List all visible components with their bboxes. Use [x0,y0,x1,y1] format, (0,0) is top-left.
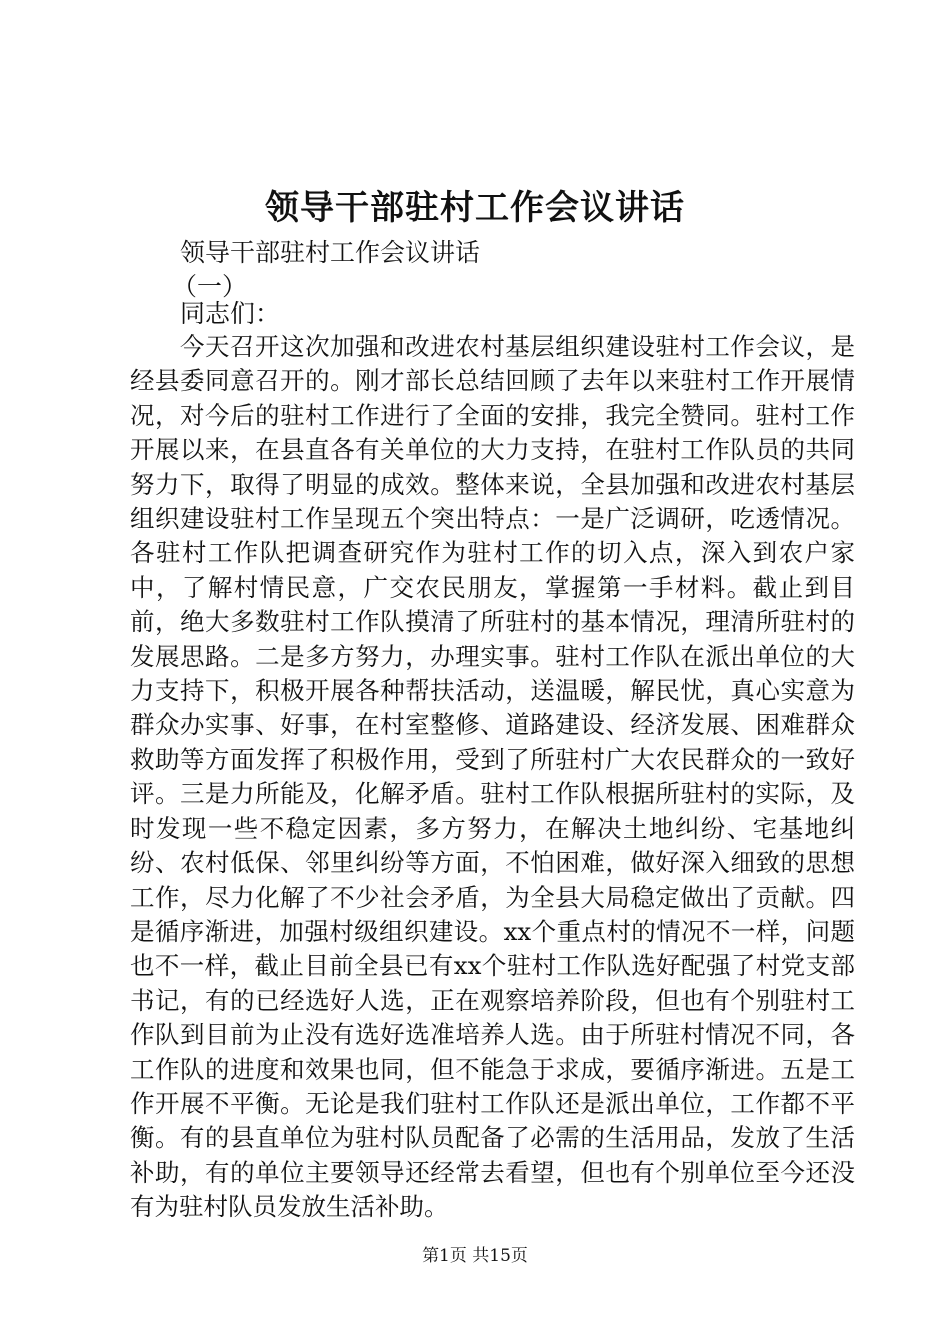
section-number: （一） [172,272,248,301]
document-title: 领导干部驻村工作会议讲话 [265,188,685,228]
page-footer: 第1页 共15页 [422,1246,528,1266]
body-paragraph: 今天召开这次加强和改进农村基层组织建设驻村工作会议，是经县委同意召开的。刚才部长总结回顾了去年以来驻村工作开展情况，对今后的驻村工作进行了全面的安排，我完全赞同。驻村工作开展以来，在县直各有关单位的大力支持，在驻村工作队员的共同努力下，取得了明显的成效。整体来说，全县加强和改进农村基层组织建设驻村工作呈现五个突出特点：一是广泛调研，吃透情况。各驻村工作队把调查研究作为驻村工作的切入点，深入到农户家中，了解村情民意，广交农民朋友，掌握第一手材料。截止到目前，绝大多数驻村工作队摸清了所驻村的基本情况，理清所驻村的发展思路。二是多方努力，办理实事。驻村工作队在派出单位的大力支持下，积极开展各种帮扶活动，送温暖，解民忧，真心实意为群众办实事、好事，在村室整修、道路建设、经济发展、困难群众救助等方面发挥了积极作用，受到了所驻村广大农民群众的一致好评。三是力所能及，化解矛盾。驻村工作队根据所驻村的实际，及时发现一些不稳定因素，多方努力，在解决土地纠纷、宅基地纠纷、农村低保、邻里纠纷等方面，不怕困难，做好深入细致的思想工作，尽力化解了不少社会矛盾，为全县大局稳定做出了贡献。四是循序渐进，加强村级组织建设。xx个重点村的情况不一样，问题也不一样，截止目前全县已有xx个驻村工作队选好配强了村党支部书记，有的已经选好人选，正在观察培养阶段，但也有个别驻村工作队到目前为止没有选好选准培养人选。由于所驻村情况不同，各工作队的进度和效果也同，但不能急于求成，要循序渐进。五是工作开展不平衡。无论是我们驻村工作队还是派出单位，工作都不平衡。有的县直单位为驻村队员配备了必需的生活用品，发放了生活补助，有的单位主要领导还经常去看望，但也有个别单位至今还没有为驻村队员发放生活补助。 [130,332,855,1222]
salutation: 同志们： [180,299,281,328]
document-subtitle: 领导干部驻村工作会议讲话 [180,238,481,267]
